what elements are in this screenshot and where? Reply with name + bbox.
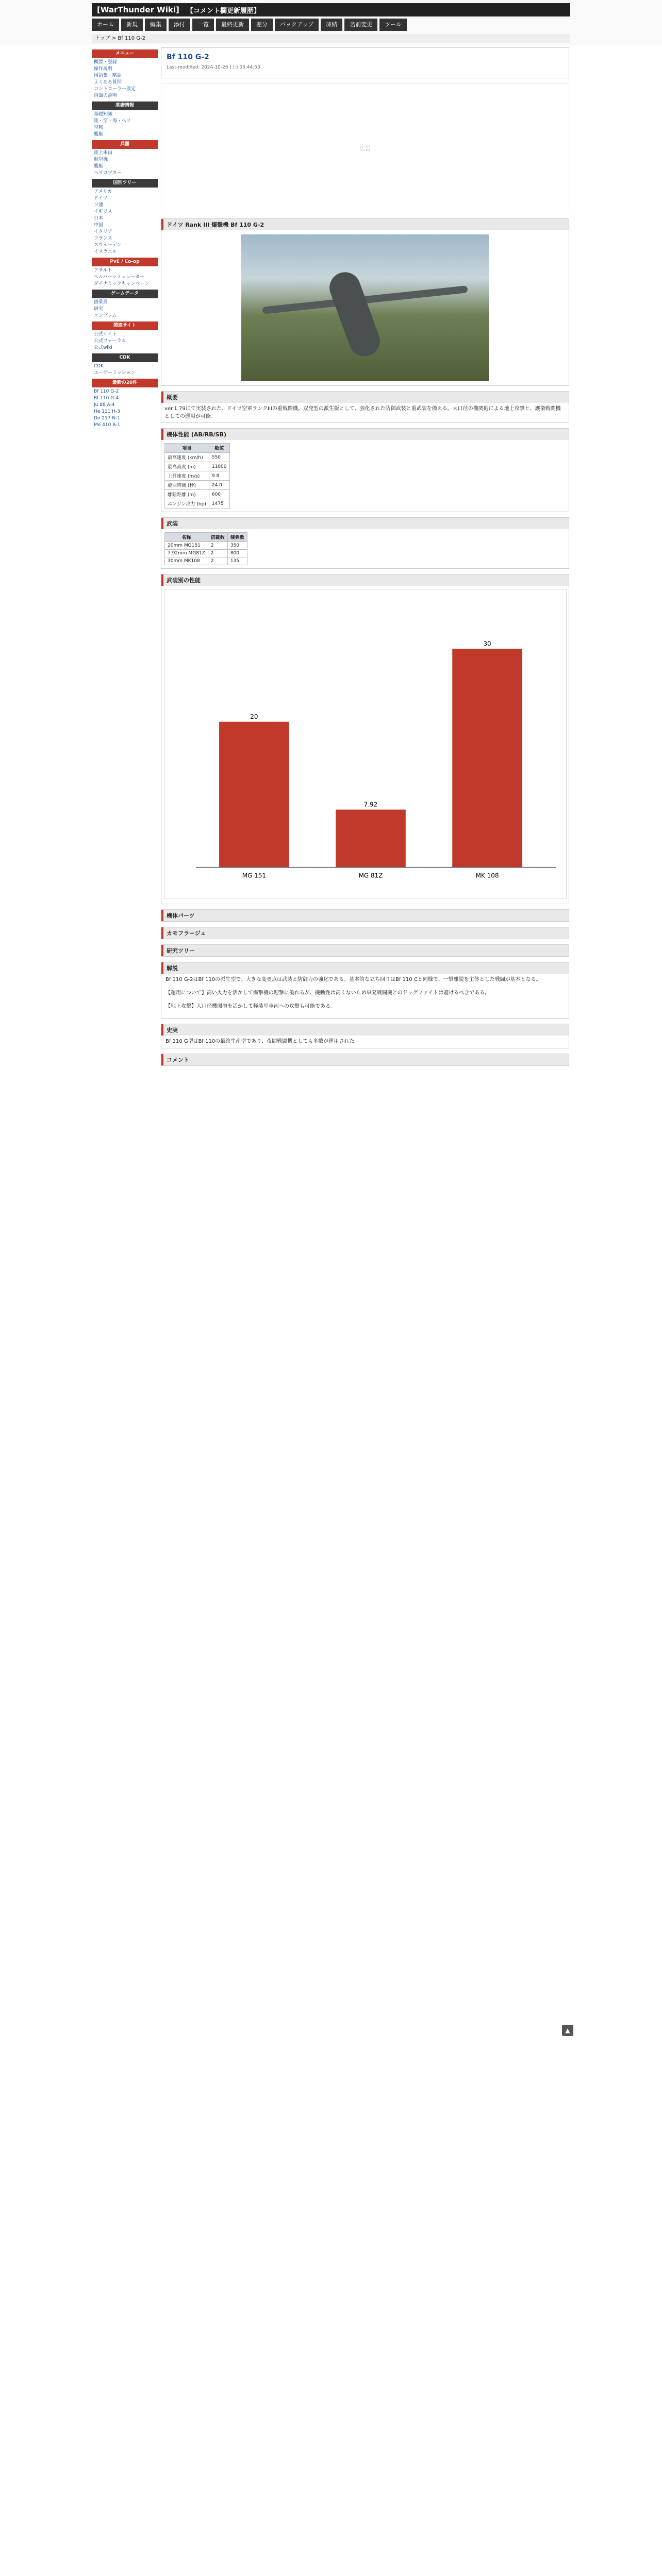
performance-table (164, 443, 230, 509)
sidebar-item[interactable]: 空戦 (94, 125, 104, 130)
sidebar-item[interactable]: アメリカ (94, 189, 112, 194)
sidebar-item[interactable]: 基礎知識 (94, 112, 113, 117)
sidebar-item[interactable]: Do 217 N-1 (94, 416, 121, 421)
table-row (165, 557, 247, 565)
menu-new[interactable]: 新規 (121, 19, 143, 31)
sidebar-item[interactable]: Me 410 A-1 (94, 422, 121, 428)
overview-text: ver.1.79にて実装された、ドイツ空軍ランクIIIの重戦闘機。双発型の派生版として、強化された防御武装と重武装を備える。大口径の機関砲による地上攻撃と、護衛戦闘機としての運用が可能。 (164, 406, 561, 419)
cell: 上昇速度 (m/s) (165, 471, 209, 481)
history-text: Bf 110 G型はBf 110の最終生産型であり、夜間戦闘機としても多数が運用された。 (166, 1039, 360, 1044)
sidebar-item[interactable]: 陸・空・海・ヘリ (94, 118, 131, 124)
aircraft-image[interactable] (241, 234, 489, 381)
arrow-up-icon: ▲ (565, 2027, 570, 2034)
sidebar-item[interactable]: ヘルパーシミュレーター (94, 275, 145, 280)
cell: 30mm MK108 (165, 557, 208, 565)
armament-table (164, 532, 247, 565)
cell: 7.92mm MG81Z (165, 550, 208, 557)
explanation-section (161, 962, 569, 1019)
armament-heading[interactable]: 武装 (161, 518, 569, 529)
sidebar-item[interactable]: 概要・登録 (94, 60, 118, 65)
sidebar-item[interactable]: イタリア (94, 229, 113, 234)
menu-backup[interactable]: バックアップ (275, 19, 319, 31)
menu-tools[interactable]: ツール (379, 19, 407, 31)
sidebar-heading: 最新の20件 (92, 379, 158, 387)
cell: 24.0 (209, 481, 229, 490)
chart-data-label: 20 (250, 713, 258, 720)
sidebar-item[interactable]: フランス (94, 236, 112, 241)
ad-banner[interactable]: 広告 (161, 83, 569, 213)
menu-recent[interactable]: 最終更新 (216, 19, 249, 31)
sidebar-item[interactable]: 搭乗員 (94, 300, 108, 305)
sidebar-item[interactable]: 艦艇 (94, 164, 104, 169)
sidebar-item[interactable]: 艦艇 (94, 132, 104, 137)
table-row (165, 550, 247, 557)
cell: 11000 (209, 462, 229, 471)
chart-section (161, 574, 569, 904)
table-row (165, 471, 230, 481)
title-bar (92, 3, 570, 16)
chart-bar (452, 649, 522, 867)
menu-attach[interactable]: 添付 (169, 19, 190, 31)
cell: 600 (209, 490, 229, 499)
sidebar-item[interactable]: 研究 (94, 307, 104, 312)
menu-bar (92, 19, 570, 32)
sidebar-item[interactable]: Bf 110 G-4 (94, 396, 119, 401)
menu-list[interactable]: 一覧 (192, 19, 214, 31)
page-title: Bf 110 G-2 (167, 53, 209, 61)
cell: 旋回時間 (秒) (165, 481, 209, 490)
sidebar-item[interactable]: Bf 110 G-2 (94, 389, 119, 394)
explanation-heading[interactable]: 解説 (161, 962, 569, 974)
cell: 最高速度 (km/h) (165, 453, 209, 462)
chart-data-label: 30 (483, 640, 491, 648)
sidebar-item[interactable]: 公式wiki (94, 345, 112, 350)
sidebar-item[interactable]: He 111 H-3 (94, 409, 120, 414)
research-section (161, 944, 569, 957)
menu-diff[interactable]: 差分 (251, 19, 273, 31)
sidebar-heading: 関連サイト (92, 321, 158, 330)
cell: 2 (208, 550, 227, 557)
sidebar-item[interactable]: アサルト (94, 268, 112, 273)
sidebar-item[interactable]: ヘリコプター (94, 171, 122, 176)
sidebar (92, 47, 158, 2576)
camouflage-section (161, 927, 569, 939)
sidebar-heading: PvE / Co-op (92, 258, 158, 266)
ammo-chart (164, 589, 567, 899)
sidebar-item[interactable]: コントローラー設定 (94, 87, 136, 92)
scroll-top-button[interactable] (562, 2025, 573, 2036)
cell: 20mm MG151 (165, 542, 208, 550)
menu-rename[interactable]: 名前変更 (344, 19, 377, 31)
explanation-paragraph: Bf 110 G-2はBf 110の派生型で、大きな変更点は武装と防御力の強化である。基本的な立ち回りはBf 110 Cと同様で、一撃離脱を主体とした戦闘が基本となる。 (166, 977, 541, 982)
menu-freeze[interactable]: 凍結 (321, 19, 342, 31)
table-row (165, 453, 230, 462)
sidebar-item[interactable]: 日本 (94, 216, 104, 221)
cell: 2 (208, 557, 227, 565)
sidebar-item[interactable]: ユーザーミッション (94, 370, 136, 376)
cell: 1475 (209, 499, 229, 509)
sidebar-item[interactable]: 公式フォーラム (94, 338, 126, 344)
history-section (161, 1024, 569, 1048)
sidebar-item[interactable]: イスラエル (94, 249, 117, 255)
sidebar-item[interactable]: CDK (94, 364, 104, 369)
chart-tick-label: MG 81Z (358, 872, 383, 879)
top-bar (0, 0, 662, 45)
sidebar-item[interactable]: 用語集・略語 (94, 73, 122, 78)
sidebar-item[interactable]: 中国 (94, 223, 104, 228)
sidebar-item[interactable]: 操作説明 (94, 66, 113, 72)
site-title[interactable]: [WarThunder Wiki] (97, 5, 179, 14)
sidebar-item[interactable]: 公式サイト (94, 332, 117, 337)
explanation-paragraph: 【運用について】高い火力を活かして爆撃機の迎撃に優れるが、機動性は高くないため単発戦闘機とのドッグファイトは避けるべきである。 (166, 990, 490, 996)
modules-section (161, 909, 569, 922)
arm-header-count: 搭載数 (208, 533, 227, 542)
breadcrumb[interactable]: トップ > Bf 110 G-2 (92, 34, 570, 43)
cell: 2 (208, 542, 227, 550)
sidebar-item[interactable]: イギリス (94, 209, 112, 214)
sidebar-item[interactable]: よくある質問 (94, 80, 122, 85)
modules-heading[interactable]: 機体パーツ (161, 910, 569, 921)
sidebar-heading: 国別ツリー (92, 179, 158, 188)
research-heading[interactable]: 研究ツリー (161, 945, 569, 956)
screenshot-heading[interactable]: ドイツ Rank III 爆撃機 Bf 110 G-2 (161, 219, 569, 230)
arm-header-name: 名称 (165, 533, 208, 542)
page-title-box (161, 47, 569, 78)
sidebar-item[interactable]: 航空機 (94, 157, 108, 162)
comments-section (161, 1054, 569, 1066)
table-row (165, 481, 230, 490)
perf-header-value: 数値 (209, 444, 229, 453)
sidebar-item[interactable]: 画面の説明 (94, 93, 118, 98)
sidebar-heading: 基礎情報 (92, 101, 158, 110)
menu-edit[interactable]: 編集 (145, 19, 167, 31)
table-row (165, 490, 230, 499)
cell: 800 (227, 550, 247, 557)
sidebar-heading: ゲームデータ (92, 290, 158, 298)
chart-bar (219, 722, 289, 868)
cell: エンジン出力 (hp) (165, 499, 209, 509)
sidebar-item[interactable]: Ju 88 A-4 (94, 402, 115, 408)
sidebar-item[interactable]: エンブレム (94, 313, 117, 318)
overview-heading[interactable]: 概要 (161, 392, 569, 403)
chart-data-label: 7.92 (363, 801, 378, 808)
sidebar-item[interactable]: 陸上車両 (94, 150, 113, 156)
sidebar-item[interactable]: ソ連 (94, 202, 104, 208)
table-row (165, 462, 230, 471)
chart-tick-label: MK 108 (475, 872, 499, 879)
perf-header-item: 項目 (165, 444, 209, 453)
sidebar-heading: CDK (92, 353, 158, 362)
chart-bar (336, 809, 406, 867)
table-row (165, 499, 230, 509)
cell: 135 (227, 557, 247, 565)
cell: 最高高度 (m) (165, 462, 209, 471)
armament-section (161, 517, 569, 569)
performance-section (161, 428, 569, 512)
sidebar-heading: メニュー (92, 49, 158, 58)
chart-tick-label: MG 151 (242, 872, 266, 879)
aircraft-fuselage-shape (325, 268, 385, 361)
sidebar-heading: 兵器 (92, 140, 158, 149)
table-row (165, 542, 247, 550)
cell: 550 (209, 453, 229, 462)
last-modified: Last-modified: 2024-10-26 (土) 03:44:53 (167, 65, 260, 70)
main-content (161, 47, 569, 2576)
cell: 350 (227, 542, 247, 550)
screenshot-section (161, 218, 569, 386)
sidebar-item[interactable]: ダイナミックキャンペーン (94, 281, 150, 286)
comments-heading[interactable]: コメント (161, 1054, 569, 1065)
overview-section (161, 391, 569, 423)
page-link[interactable]: 【コメント欄更新履歴】 (186, 7, 260, 15)
cell: 離陸距離 (m) (165, 490, 209, 499)
cell: 9.8 (209, 471, 229, 481)
arm-header-ammo: 装弾数 (227, 533, 247, 542)
camouflage-heading[interactable]: カモフラージュ (161, 927, 569, 939)
chart-heading[interactable]: 武装別の性能 (161, 574, 569, 586)
sidebar-item[interactable]: スウェーデン (94, 243, 122, 248)
menu-home[interactable]: ホーム (92, 19, 119, 31)
performance-heading[interactable]: 機体性能 (AB/RB/SB) (161, 429, 569, 440)
history-heading[interactable]: 史実 (161, 1024, 569, 1036)
explanation-paragraph: 【地上攻撃】大口径機関砲を活かして軽装甲車両への攻撃も可能である。 (166, 1004, 336, 1009)
sidebar-item[interactable]: ドイツ (94, 196, 108, 201)
